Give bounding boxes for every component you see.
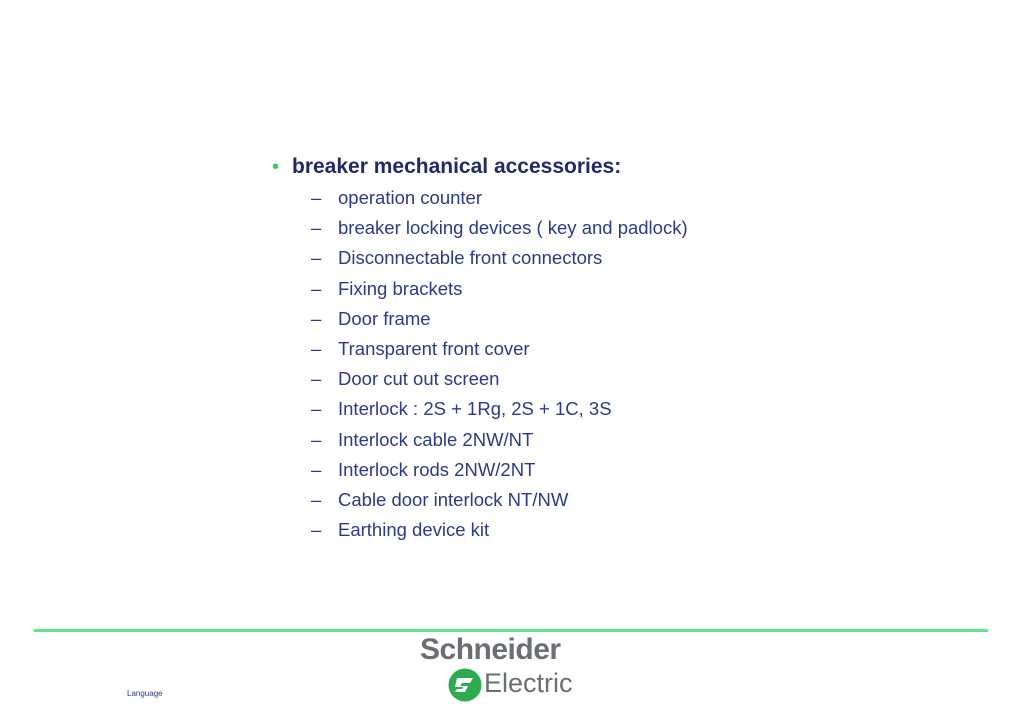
dash-icon: – (311, 428, 322, 450)
list-item-label: Fixing brackets (338, 277, 463, 299)
list-item (311, 308, 972, 338)
footer-divider (34, 629, 988, 632)
dash-icon: – (311, 307, 322, 329)
language-label: Language (127, 689, 163, 698)
list-item (311, 429, 972, 459)
list-item (311, 217, 972, 247)
list-item-label: Earthing device kit (338, 519, 490, 541)
list-item (311, 459, 972, 489)
slide-heading: breaker mechanical accessories: (292, 155, 622, 178)
dash-icon: – (311, 187, 322, 208)
bullet-dot-icon: • (272, 156, 280, 178)
dash-icon: – (311, 398, 322, 420)
list-item-label: operation counter (338, 187, 482, 208)
dash-icon: – (311, 488, 322, 510)
list-item-label: Cable door interlock NT/NW (338, 488, 569, 510)
list-item-label: Transparent front cover (338, 337, 530, 359)
list-item (311, 278, 972, 308)
schneider-electric-logo (420, 634, 592, 704)
slide-content (272, 155, 972, 549)
dash-icon: – (311, 368, 322, 390)
list-item (311, 519, 972, 549)
main-bullet (272, 155, 972, 187)
list-item-label: Interlock rods 2NW/2NT (338, 458, 536, 480)
dash-icon: – (311, 458, 322, 480)
list-item-label: breaker locking devices ( key and padlock) (338, 217, 688, 239)
dash-icon: – (311, 277, 322, 299)
list-item (311, 489, 972, 519)
logo-mark-icon (448, 668, 482, 702)
logo-word-schneider: Schneider (420, 633, 561, 666)
list-item (311, 338, 972, 368)
list-item-label: Disconnectable front connectors (338, 247, 603, 269)
dash-icon: – (311, 217, 322, 239)
list-item (311, 187, 972, 217)
list-item (311, 368, 972, 398)
list-item-label: Interlock cable 2NW/NT (338, 428, 534, 450)
logo-word-electric: Electric (484, 668, 573, 698)
list-item-label: Door cut out screen (338, 368, 500, 390)
list-item (311, 398, 972, 428)
dash-icon: – (311, 337, 322, 359)
list-item-label: Interlock : 2S + 1Rg, 2S + 1C, 3S (338, 398, 612, 420)
list-item-label: Door frame (338, 307, 431, 329)
dash-icon: – (311, 247, 322, 269)
dash-icon: – (311, 519, 322, 541)
accessory-list (272, 187, 972, 549)
list-item (311, 247, 972, 277)
